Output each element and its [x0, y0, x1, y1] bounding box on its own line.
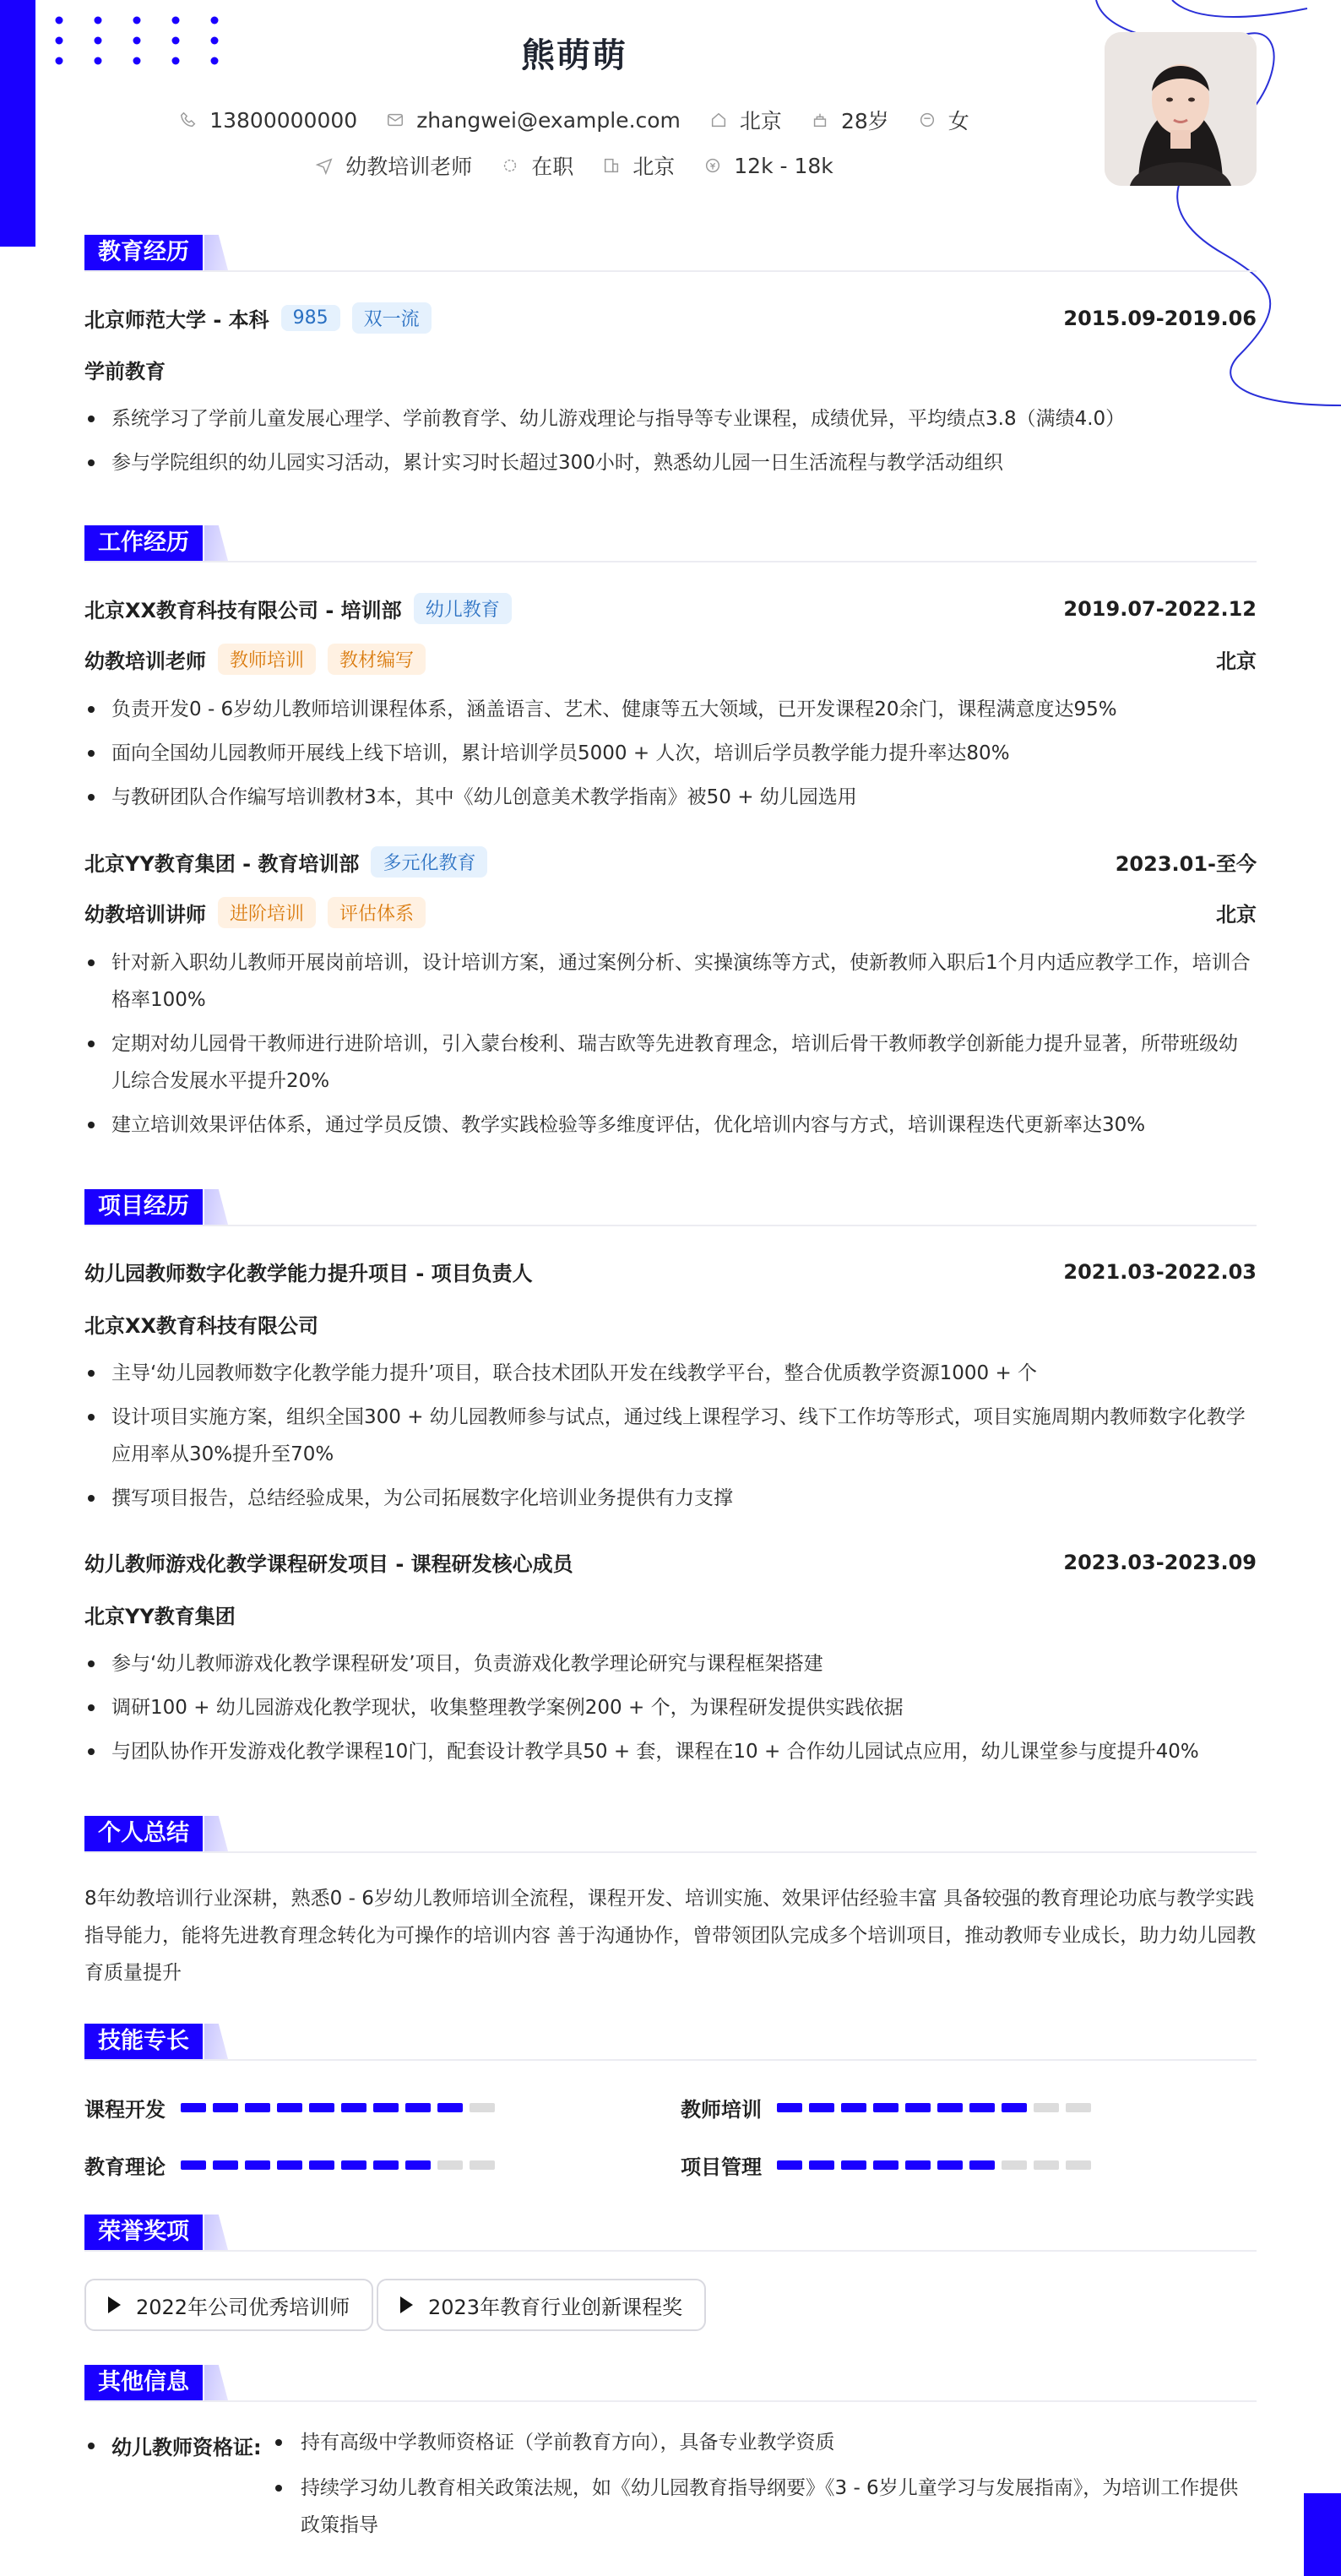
skill-segment	[437, 2103, 463, 2112]
skill-segment	[777, 2160, 802, 2170]
certificate-label: 幼儿教师资格证:	[84, 2431, 262, 2460]
resume-name: 熊萌萌	[521, 36, 627, 75]
skill-segment	[841, 2160, 866, 2170]
skill-level-bar	[777, 2160, 1091, 2170]
list-item: 参与‘幼儿教师游戏化教学课程研发’项目，负责游戏化教学理论研究与课程框架搭建	[84, 1645, 1257, 1682]
section-other	[84, 2365, 1257, 2400]
skill-segment	[809, 2160, 834, 2170]
company-name: 北京XX教育科技有限公司 - 培训部	[84, 599, 402, 622]
skill-segment	[937, 2103, 963, 2112]
skill-segment	[905, 2160, 931, 2170]
play-icon	[400, 2296, 413, 2313]
skill-item	[681, 2150, 1091, 2180]
profile-photo	[1105, 32, 1257, 186]
money-icon	[703, 156, 722, 175]
skill-segment	[470, 2103, 495, 2112]
mail-icon	[386, 111, 404, 129]
skill-segment	[873, 2160, 899, 2170]
gender-text: 女	[947, 109, 969, 133]
skill-item	[84, 2150, 495, 2180]
section-projects	[84, 1189, 1257, 1225]
skill-segment	[405, 2103, 431, 2112]
skill-segment	[277, 2103, 302, 2112]
skill-segment	[1002, 2103, 1027, 2112]
skill-segment	[1002, 2160, 1027, 2170]
phone-item	[179, 108, 357, 133]
skill-segment	[969, 2160, 995, 2170]
list-item: 持有高级中学教师资格证（学前教育方向），具备专业教学资质	[272, 2424, 1257, 2461]
work-header	[84, 846, 1257, 878]
skill-segment	[437, 2160, 463, 2170]
work-header	[84, 593, 1257, 624]
skill-name: 课程开发	[84, 2098, 166, 2122]
skill-segment	[181, 2160, 206, 2170]
work-location: 北京	[1216, 649, 1257, 673]
section-title: 技能专长	[84, 2024, 203, 2059]
cake-icon	[811, 111, 829, 129]
section-honors	[84, 2215, 1257, 2250]
skill-segment	[1066, 2160, 1091, 2170]
section-skills	[84, 2024, 1257, 2059]
company-tag: 幼儿教育	[414, 593, 512, 624]
list-item: 面向全国幼儿园教师开展线上线下培训，累计培训学员5000 + 人次，培训后学员教学能力提升率达80%	[84, 735, 1257, 772]
project-date: 2021.03-2022.03	[1063, 1259, 1257, 1284]
list-item: 系统学习了学前儿童发展心理学、学前教育学、幼儿游戏理论与指导等专业课程，成绩优异，平均绩点3.8（满绩4.0）	[84, 400, 1257, 437]
list-item: 持续学习幼儿教育相关政策法规，如《幼儿园教育指导纲要》《3 - 6岁儿童学习与发展指南》，为培训工作提供政策指导	[272, 2470, 1257, 2544]
school-name: 北京师范大学 - 本科	[84, 308, 269, 332]
skill-segment	[341, 2160, 366, 2170]
section-title: 荣誉奖项	[84, 2215, 203, 2250]
skill-level-bar	[181, 2160, 495, 2170]
list-item: 建立培训效果评估体系，通过学员反馈、教学实践检验等多维度评估，优化培训内容与方式，培训课程迭代更新率达30%	[84, 1106, 1257, 1144]
salary-item	[703, 154, 833, 178]
skill-segment	[1066, 2103, 1091, 2112]
gender-item	[918, 105, 969, 135]
section-education	[84, 235, 1257, 270]
list-item: 与团队协作开发游戏化教学课程10门，配套设计教学具50 + 套，课程在10 + 合作幼儿园试点应用，幼儿课堂参与度提升40%	[84, 1733, 1257, 1770]
school-tag: 双一流	[352, 302, 432, 334]
section-work	[84, 525, 1257, 561]
summary-text: 8年幼教培训行业深耕，熟悉0 - 6岁幼儿教师培训全流程，课程开发、培训实施、效果评估经验丰富 具备较强的教育理论功底与教学实践指导能力，能将先进教育理念转化为可操作的培训内容 善于沟通协作，曾带领团队完成多个培训项目，推动教师专业成长，助力幼儿园教育质量提升	[84, 1888, 1257, 1984]
skill-level-bar	[777, 2103, 1091, 2112]
status-text: 在职	[531, 155, 574, 179]
decor-right-bar	[1304, 2493, 1341, 2576]
skill-segment	[309, 2160, 334, 2170]
home-icon	[709, 111, 728, 129]
project-org: 北京XX教育科技有限公司	[84, 1314, 319, 1338]
skill-segment	[841, 2103, 866, 2112]
work-date: 2019.07-2022.12	[1063, 596, 1257, 621]
skill-segment	[245, 2160, 270, 2170]
education-header	[84, 302, 1257, 334]
skill-segment	[213, 2160, 238, 2170]
skill-segment	[181, 2103, 206, 2112]
role-tag: 教师培训	[218, 644, 316, 675]
play-icon	[108, 2296, 121, 2313]
status-item	[501, 150, 573, 181]
skill-segment	[777, 2103, 802, 2112]
section-title: 其他信息	[84, 2365, 203, 2400]
project-title: 幼儿园教师数字化教学能力提升项目 - 项目负责人	[84, 1262, 533, 1285]
salary-text: 12k - 18k	[734, 153, 833, 178]
role-name: 幼教培训讲师	[84, 903, 206, 927]
project-title: 幼儿教师游戏化教学课程研发项目 - 课程研发核心成员	[84, 1552, 573, 1576]
project-header	[84, 1257, 1257, 1286]
send-icon	[315, 156, 334, 175]
list-item: 定期对幼儿园骨干教师进行进阶培训，引入蒙台梭利、瑞吉欧等先进教育理念，培训后骨干教师教学创新能力提升显著，所带班级幼儿综合发展水平提升20%	[84, 1025, 1257, 1100]
skill-name: 教育理论	[84, 2155, 166, 2179]
project-date: 2023.03-2023.09	[1063, 1550, 1257, 1574]
skill-segment	[969, 2103, 995, 2112]
work-city-item	[602, 150, 675, 181]
skill-segment	[245, 2103, 270, 2112]
list-item: 负责开发0 - 6岁幼儿教师培训课程体系，涵盖语言、艺术、健康等五大领域，已开发课程20余门，课程满意度达95%	[84, 691, 1257, 728]
award-text: 2022年公司优秀培训师	[136, 2295, 350, 2319]
phone-text: 13800000000	[209, 107, 358, 133]
job-target-item	[315, 150, 472, 181]
skill-item	[84, 2093, 495, 2122]
skill-level-bar	[181, 2103, 495, 2112]
skill-segment	[873, 2103, 899, 2112]
work-role-row	[84, 644, 1257, 675]
work-city-text: 北京	[632, 155, 676, 179]
skill-segment	[1034, 2103, 1059, 2112]
phone-icon	[179, 111, 198, 129]
skill-name: 教师培训	[681, 2098, 762, 2122]
skill-segment	[341, 2103, 366, 2112]
status-icon	[501, 156, 519, 175]
skill-segment	[405, 2160, 431, 2170]
role-name: 幼教培训老师	[84, 649, 206, 673]
project-header	[84, 1547, 1257, 1577]
section-title: 工作经历	[84, 525, 203, 561]
award-text: 2023年教育行业创新课程奖	[428, 2295, 683, 2319]
school-tag: 985	[281, 305, 340, 331]
award-item	[84, 2279, 373, 2331]
education-date: 2015.09-2019.06	[1063, 306, 1257, 330]
role-tag: 教材编写	[328, 644, 426, 675]
skill-segment	[905, 2103, 931, 2112]
skill-segment	[277, 2160, 302, 2170]
project-org: 北京YY教育集团	[84, 1605, 236, 1628]
email-text: zhangwei@example.com	[416, 107, 681, 133]
section-title: 项目经历	[84, 1189, 203, 1225]
list-item: 调研100 + 幼儿园游戏化教学现状，收集整理教学案例200 + 个，为课程研发提供实践依据	[84, 1689, 1257, 1726]
job-row	[0, 150, 1148, 181]
skill-segment	[373, 2160, 399, 2170]
city-item	[709, 105, 782, 135]
section-title: 教育经历	[84, 235, 203, 270]
age-text: 28岁	[840, 109, 889, 133]
company-name: 北京YY教育集团 - 教育培训部	[84, 852, 360, 876]
job-target-text: 幼教培训老师	[345, 155, 473, 179]
age-item	[811, 105, 889, 135]
contact-row	[0, 105, 1148, 135]
skill-name: 项目管理	[681, 2155, 762, 2179]
skill-item	[681, 2093, 1091, 2122]
skill-segment	[809, 2103, 834, 2112]
building-icon	[602, 156, 621, 175]
education-major: 学前教育	[84, 360, 166, 383]
list-item: 参与学院组织的幼儿园实习活动，累计实习时长超过300小时，熟悉幼儿园一日生活流程与教学活动组织	[84, 444, 1257, 481]
work-date: 2023.01-至今	[1115, 852, 1257, 876]
skill-segment	[373, 2103, 399, 2112]
skill-segment	[1034, 2160, 1059, 2170]
skill-segment	[213, 2103, 238, 2112]
gender-icon	[918, 111, 937, 129]
award-item	[377, 2279, 706, 2331]
city-text: 北京	[739, 109, 782, 133]
list-item: 撰写项目报告，总结经验成果，为公司拓展数字化培训业务提供有力支撑	[84, 1480, 1257, 1517]
skill-segment	[470, 2160, 495, 2170]
list-item: 与教研团队合作编写培训教材3本，其中《幼儿创意美术教学指南》被50 + 幼儿园选用	[84, 779, 1257, 816]
section-title: 个人总结	[84, 1816, 203, 1851]
role-tag: 评估体系	[328, 897, 426, 928]
skill-segment	[937, 2160, 963, 2170]
list-item: 针对新入职幼儿教师开展岗前培训，设计培训方案，通过案例分析、实操演练等方式，使新教师入职后1个月内适应教学工作，培训合格率100%	[84, 944, 1257, 1019]
email-item	[386, 108, 681, 133]
list-item: 主导‘幼儿园教师数字化教学能力提升’项目，联合技术团队开发在线教学平台，整合优质教学资源1000 + 个	[84, 1355, 1257, 1392]
work-location: 北京	[1216, 903, 1257, 927]
company-tag: 多元化教育	[371, 846, 487, 878]
list-item: 设计项目实施方案，组织全国300 + 幼儿园教师参与试点，通过线上课程学习、线下工作坊等形式，项目实施周期内教师数字化教学应用率从30%提升至70%	[84, 1399, 1257, 1473]
section-summary	[84, 1816, 1257, 1851]
skill-segment	[309, 2103, 334, 2112]
role-tag: 进阶培训	[218, 897, 316, 928]
work-role-row	[84, 897, 1257, 928]
